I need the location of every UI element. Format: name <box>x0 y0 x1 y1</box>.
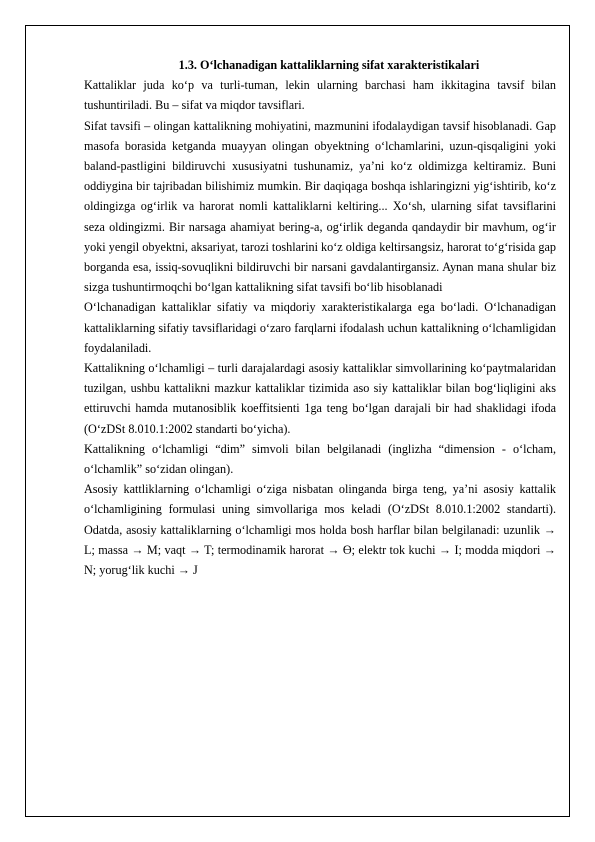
paragraph-dimension-definition: Kattalikning o‘lchamligi – turli darajalardagi asosiy kattaliklar simvollarining ko‘paytmalaridan tuzilgan, ushbu kattalikni mazkur kattaliklar tizimida aso siy kattaliklar bilan bog‘liqligini aks ettiruvchi hamda mutanosiblik koeffitsienti 1ga teng bo‘lgan darajali bir had shaklidagi ifoda (O‘zDSt 8.010.1:2002 standarti bo‘yicha). <box>84 361 556 436</box>
paragraph-quality-description: Sifat tavsifi – olingan kattalikning mohiyatini, mazmunini ifodalaydigan tavsif hisoblanadi. Gap masofa borasida ketganda muayyan olingan obyektning o‘lchamlarini, uzun-qisqaligini yoki baland-pastligini bildiruvchi xususiyatni tushunamiz, ya’ni ko‘z oldimizga keltiramiz. Buni oddiygina bir tajribadan bilishimiz mumkin. Bir daqiqaga boshqa ishlaringizni yig‘ishtirib, ko‘z oldingizga og‘irlik va harorat nomli kattaliklarni keltiring... Xo‘sh, ularning sifat tavsiflarini seza oldingizmi. Bir narsaga ahamiyat bering-a, og‘irlik deganda qandaydir bir mavhum, og‘ir yoki yengil obyektni, aksariyat, tarozi toshlarini ko‘z oldiga keltirsangsiz, harorat to‘g‘risida gap borganda esa, issiq-sovuqlikni bildiruvchi bir narsani gavdalantirgansiz. Aynan mana shular biz sizga tushuntirmoqchi bo‘lgan kattalikning sifat tavsifi bo‘lib hisoblanadi <box>84 118 556 295</box>
paragraph-base-dimensions: Asosiy kattliklarning o‘lchamligi o‘ziga nisbatan olinganda birga teng, ya’ni asosiy kattalik o‘lchamligining formulasi uning simvollariga mos keladi (O‘zDSt 8.010.1:2002 standarti). Odatda, asosiy kattaliklarning o‘lchamligi mos holda bosh harflar bilan belgilanadi: uzunlik → L; massa → M; vaqt → T; termodinamik harorat → ϴ; elektr tok kuchi → I; modda miqdori → N; yorug‘lik kuchi → J <box>84 482 556 578</box>
section-heading: 1.3. O‘lchanadigan kattaliklarning sifat xarakteristikalari <box>178 58 480 72</box>
document-body <box>84 55 556 580</box>
paragraph-intro: Kattaliklar juda ko‘p va turli-tuman, lekin ularning barchasi ham ikkitagina tavsif bilan tushuntiriladi. Bu – sifat va miqdor tavsiflari. <box>84 78 556 113</box>
paragraph-dim-symbol: Kattalikning o‘lchamligi “dim” simvoli bilan belgilanadi (inglizha “dimension - o‘lcham, o‘lchamlik” so‘zidan olingan). <box>84 441 556 477</box>
paragraph-characteristics: O‘lchanadigan kattaliklar sifatiy va miqdoriy xarakteristikalarga ega bo‘ladi. O‘lchanadigan kattaliklarning sifatiy tavsiflaridagi o‘zaro farqlarni ifodalash uchun kattalikning o‘lchamligidan foydalaniladi. <box>84 300 556 355</box>
